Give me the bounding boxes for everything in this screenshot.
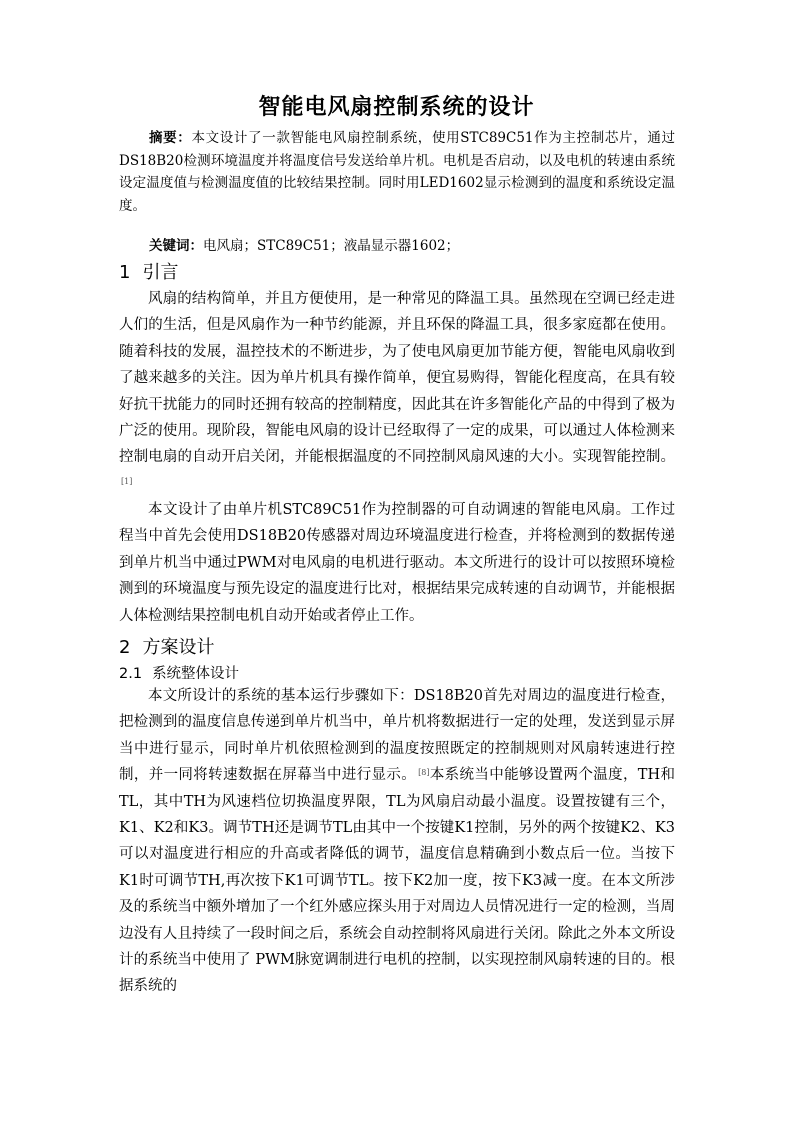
section-2-title: 方案设计 — [142, 637, 215, 658]
abstract — [119, 127, 675, 217]
section-2-1-text-after: 本系统当中能够设置两个温度，TH和TL，其中TH为风速档位切换温度界限，TL为风扇启动最小温度。设置按键有三个，K1、K2和K3。调节TH还是调节TL由其中一个按键K1控制，另外的两个按键K2、K3可以对温度进行相应的升高或者降低的调节，温度信息精确到小数点后一位。当按下K1时可调节TH,再次按下K1可调节TL。按下K2加一度，按下K3减一度。在本文所涉及的系统当中额外增加了一个红外感应探头用于对周边人员情况进行一定的检测，当周边没有人且持续了一段时间之后，系统会自动控制将风扇进行关闭。除此之外本文所设计的系统当中使用了 PWM脉宽调制进行电机的控制，以实现控制风扇转速的目的。根据系统的 — [119, 767, 675, 995]
paper-title: 智能电风扇控制系统的设计 — [258, 95, 535, 120]
section-1-paragraph-2 — [119, 497, 675, 629]
citation-8: [8] — [418, 768, 430, 778]
section-1-heading — [119, 258, 178, 284]
section-2-1-paragraph — [119, 683, 675, 1000]
keywords-text: 电风扇；STC89C51；液晶显示器1602； — [203, 238, 460, 254]
section-1-paragraph-1 — [119, 286, 675, 497]
section-2-1-title: 系统整体设计 — [152, 666, 240, 682]
section-2-1-text-before: 本文所设计的系统的基本运行步骤如下：DS18B20首先对周边的温度进行检查，把检测到的温度信息传递到单片机当中，单片机将数据进行一定的处理，发送到显示屏当中进行显示，同时单片机依照检测到的温度按照既定的控制规则对风扇转速进行控制，并一同将转速数据在屏幕当中进行显示。 — [119, 688, 675, 784]
keywords — [119, 235, 675, 257]
keywords-label: 关键词： — [149, 238, 203, 254]
citation-1: [1] — [121, 476, 133, 486]
section-2-number: 2 — [119, 637, 131, 658]
section-2-heading — [119, 633, 214, 659]
section-1-paragraph-2-text: 本文设计了由单片机STC89C51作为控制器的可自动调速的智能电风扇。工作过程当中首先会使用DS18B20传感器对周边环境温度进行检查，并将检测到的数据传递到单片机当中通过PWM对电风扇的电机进行驱动。本文所进行的设计可以按照环境检测到的环境温度与预先设定的温度进行比对，根据结果完成转速的自动调节，并能根据人体检测结果控制电机自动开始或者停止工作。 — [119, 502, 675, 624]
section-1-number: 1 — [119, 262, 131, 283]
abstract-label: 摘要： — [149, 130, 192, 146]
abstract-text: 本文设计了一款智能电风扇控制系统，使用STC89C51作为主控制芯片，通过DS18B20检测环境温度并将温度信号发送给单片机。电机是否启动，以及电机的转速由系统设定温度值与检测温度值的比较结果控制。同时用LED1602显示检测到的温度和系统设定温度。 — [119, 130, 675, 214]
section-2-1-number: 2.1 — [119, 666, 143, 682]
section-1-paragraph-1-text: 风扇的结构简单，并且方便使用，是一种常见的降温工具。虽然现在空调已经走进人们的生活，但是风扇作为一种节约能源，并且环保的降温工具，很多家庭都在使用。随着科技的发展，温控技术的不断进步，为了使电风扇更加节能方便，智能电风扇收到了越来越多的关注。因为单片机具有操作简单，便宜易购得，智能化程度高，在具有较好抗干扰能力的同时还拥有较高的控制精度，因此其在许多智能化产品的中得到了极为广泛的使用。现阶段，智能电风扇的设计已经取得了一定的成果，可以通过人体检测来控制电扇的自动开启关闭，并能根据温度的不同控制风扇风速的大小。实现智能控制。 — [119, 291, 675, 466]
section-2-1-heading — [119, 662, 239, 683]
section-1-title: 引言 — [142, 262, 179, 283]
